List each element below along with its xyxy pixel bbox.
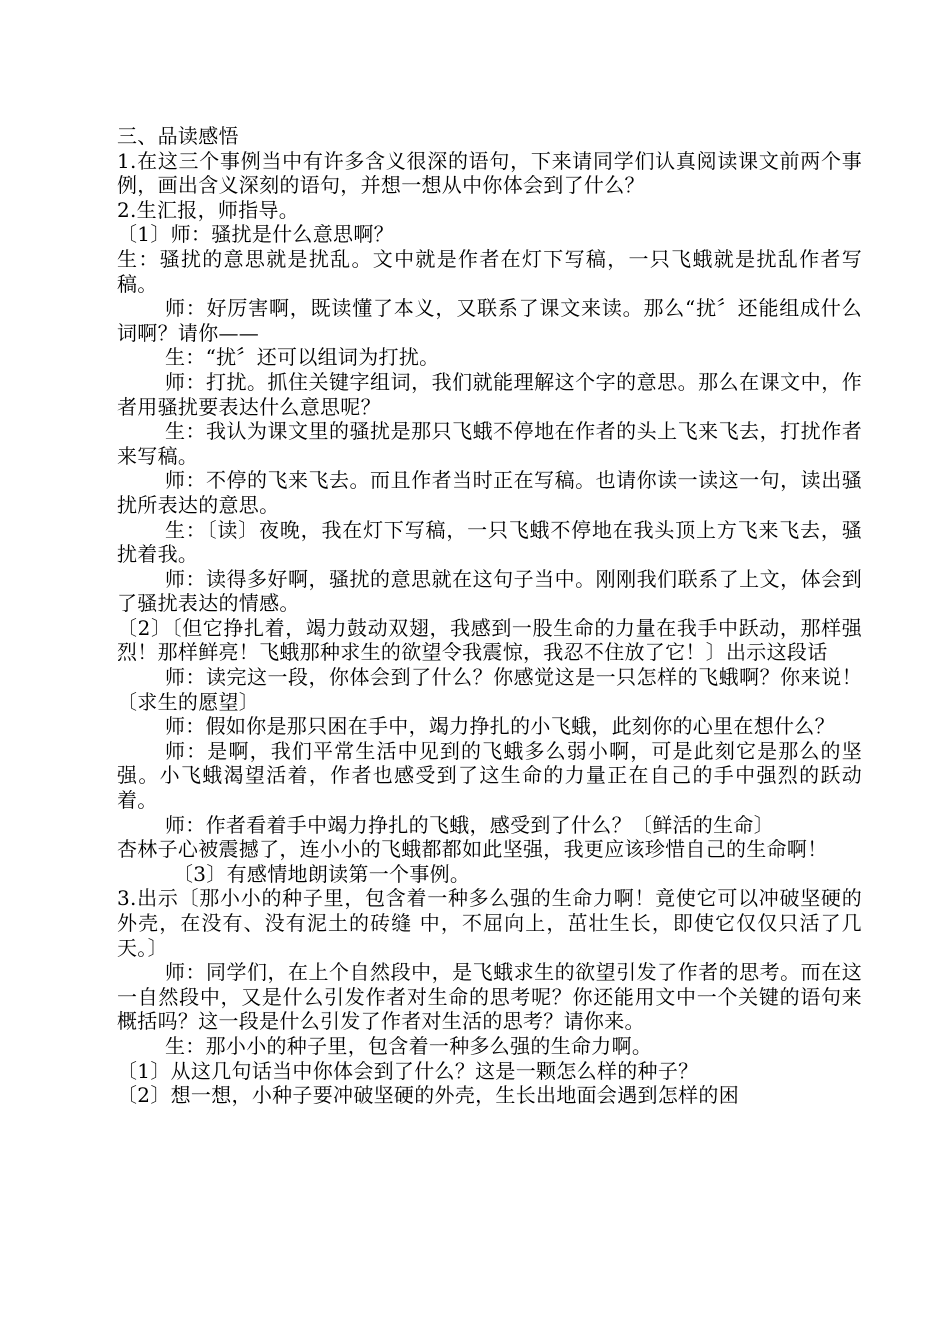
paragraph: 师：读得多好啊，骚扰的意思就在这句子当中。刚刚我们联系了上文，体会到了骚扰表达的情感。 xyxy=(117,566,862,616)
paragraph: 师：读完这一段，你体会到了什么？你感觉这是一只怎样的飞蛾啊？你来说！〔求生的愿望〕 xyxy=(117,665,862,714)
paragraph: 1.在这三个事例当中有许多含义很深的语句，下来请同学们认真阅读课文前两个事例，画出含义深刻的语句，并想一想从中你体会到了什么？ xyxy=(117,148,862,198)
paragraph: 生：“扰〞还可以组词为打扰。 xyxy=(165,345,440,370)
paragraph: 〔1〕从这几句话当中你体会到了什么？这是一颗怎么样的种子？ xyxy=(117,1058,699,1083)
paragraph: 生：我认为课文里的骚扰是那只飞蛾不停地在作者的头上飞来飞去，打扰作者来写稿。 xyxy=(117,419,862,468)
paragraph: 师：假如你是那只困在手中，竭力挣扎的小飞蛾，此刻你的心里在想什么？ xyxy=(165,714,835,739)
section-heading: 三、品读感悟 xyxy=(117,124,239,148)
quoted-passage: 3.出示〔那小小的种子里，包含着一种多么强的生命力啊！竟使它可以冲破坚硬的外壳，在没有、没有泥土的砖缝 中，不屈向上，茁壮生长，即使它仅仅只活了几天。〕 xyxy=(117,886,862,960)
paragraph: 师：好厉害啊，既读懂了本义，又联系了课文来读。那么“扰〞还能组成什么词啊？请你—— xyxy=(117,296,862,345)
paragraph: 师：作者看着手中竭力挣扎的飞蛾，感受到了什么？〔鲜活的生命〕 xyxy=(165,812,774,837)
paragraph: 师：是啊，我们平常生活中见到的飞蛾多么弱小啊，可是此刻它是那么的坚强。小飞蛾渴望活着，作者也感受到了这生命的力量正在自己的手中强烈的跃动着。 xyxy=(117,738,862,813)
paragraph: 师：不停的飞来飞去。而且作者当时正在写稿。也请你读一读这一句，读出骚扰所表达的意思。 xyxy=(117,468,862,517)
paragraph: 师：同学们，在上个自然段中，是飞蛾求生的欲望引发了作者的思考。而在这一自然段中，又是什么引发作者对生命的思考呢？你还能用文中一个关键的语句来概括吗？这一段是什么引发了作者对生活的思考？请你来。 xyxy=(117,960,862,1034)
paragraph: 杏林子心被震撼了，连小小的飞蛾都都如此坚强，我更应该珍惜自己的生命啊！ xyxy=(117,837,828,862)
paragraph: 师：打扰。抓住关键字组词，我们就能理解这个字的意思。那么在课文中，作者用骚扰要表达什么意思呢？ xyxy=(117,369,862,419)
paragraph: 〔2〕想一想，小种子要冲破坚硬的外壳，生长出地面会遇到怎样的困 xyxy=(117,1083,740,1108)
paragraph: 〔3〕有感情地朗读第一个事例。 xyxy=(173,861,471,886)
quoted-passage: 〔2〕〔但它挣扎着，竭力鼓动双翅，我感到一股生命的力量在我手中跃动，那样强烈！那样鲜亮！飞蛾那种求生的欲望令我震惊，我忍不住放了它！〕出示这段话 xyxy=(117,615,862,665)
paragraph: 2.生汇报，师指导。 xyxy=(117,197,300,222)
paragraph: 生：〔读〕夜晚，我在灯下写稿，一只飞蛾不停地在我头顶上方飞来飞去，骚扰着我。 xyxy=(117,517,862,567)
document-page xyxy=(117,124,862,1108)
paragraph: 生：骚扰的意思就是扰乱。文中就是作者在灯下写稿，一只飞蛾就是扰乱作者写稿。 xyxy=(117,246,862,296)
paragraph: 生：那小小的种子里，包含着一种多么强的生命力啊。 xyxy=(165,1033,653,1058)
paragraph: 〔1〕师：骚扰是什么意思啊？ xyxy=(117,222,394,247)
